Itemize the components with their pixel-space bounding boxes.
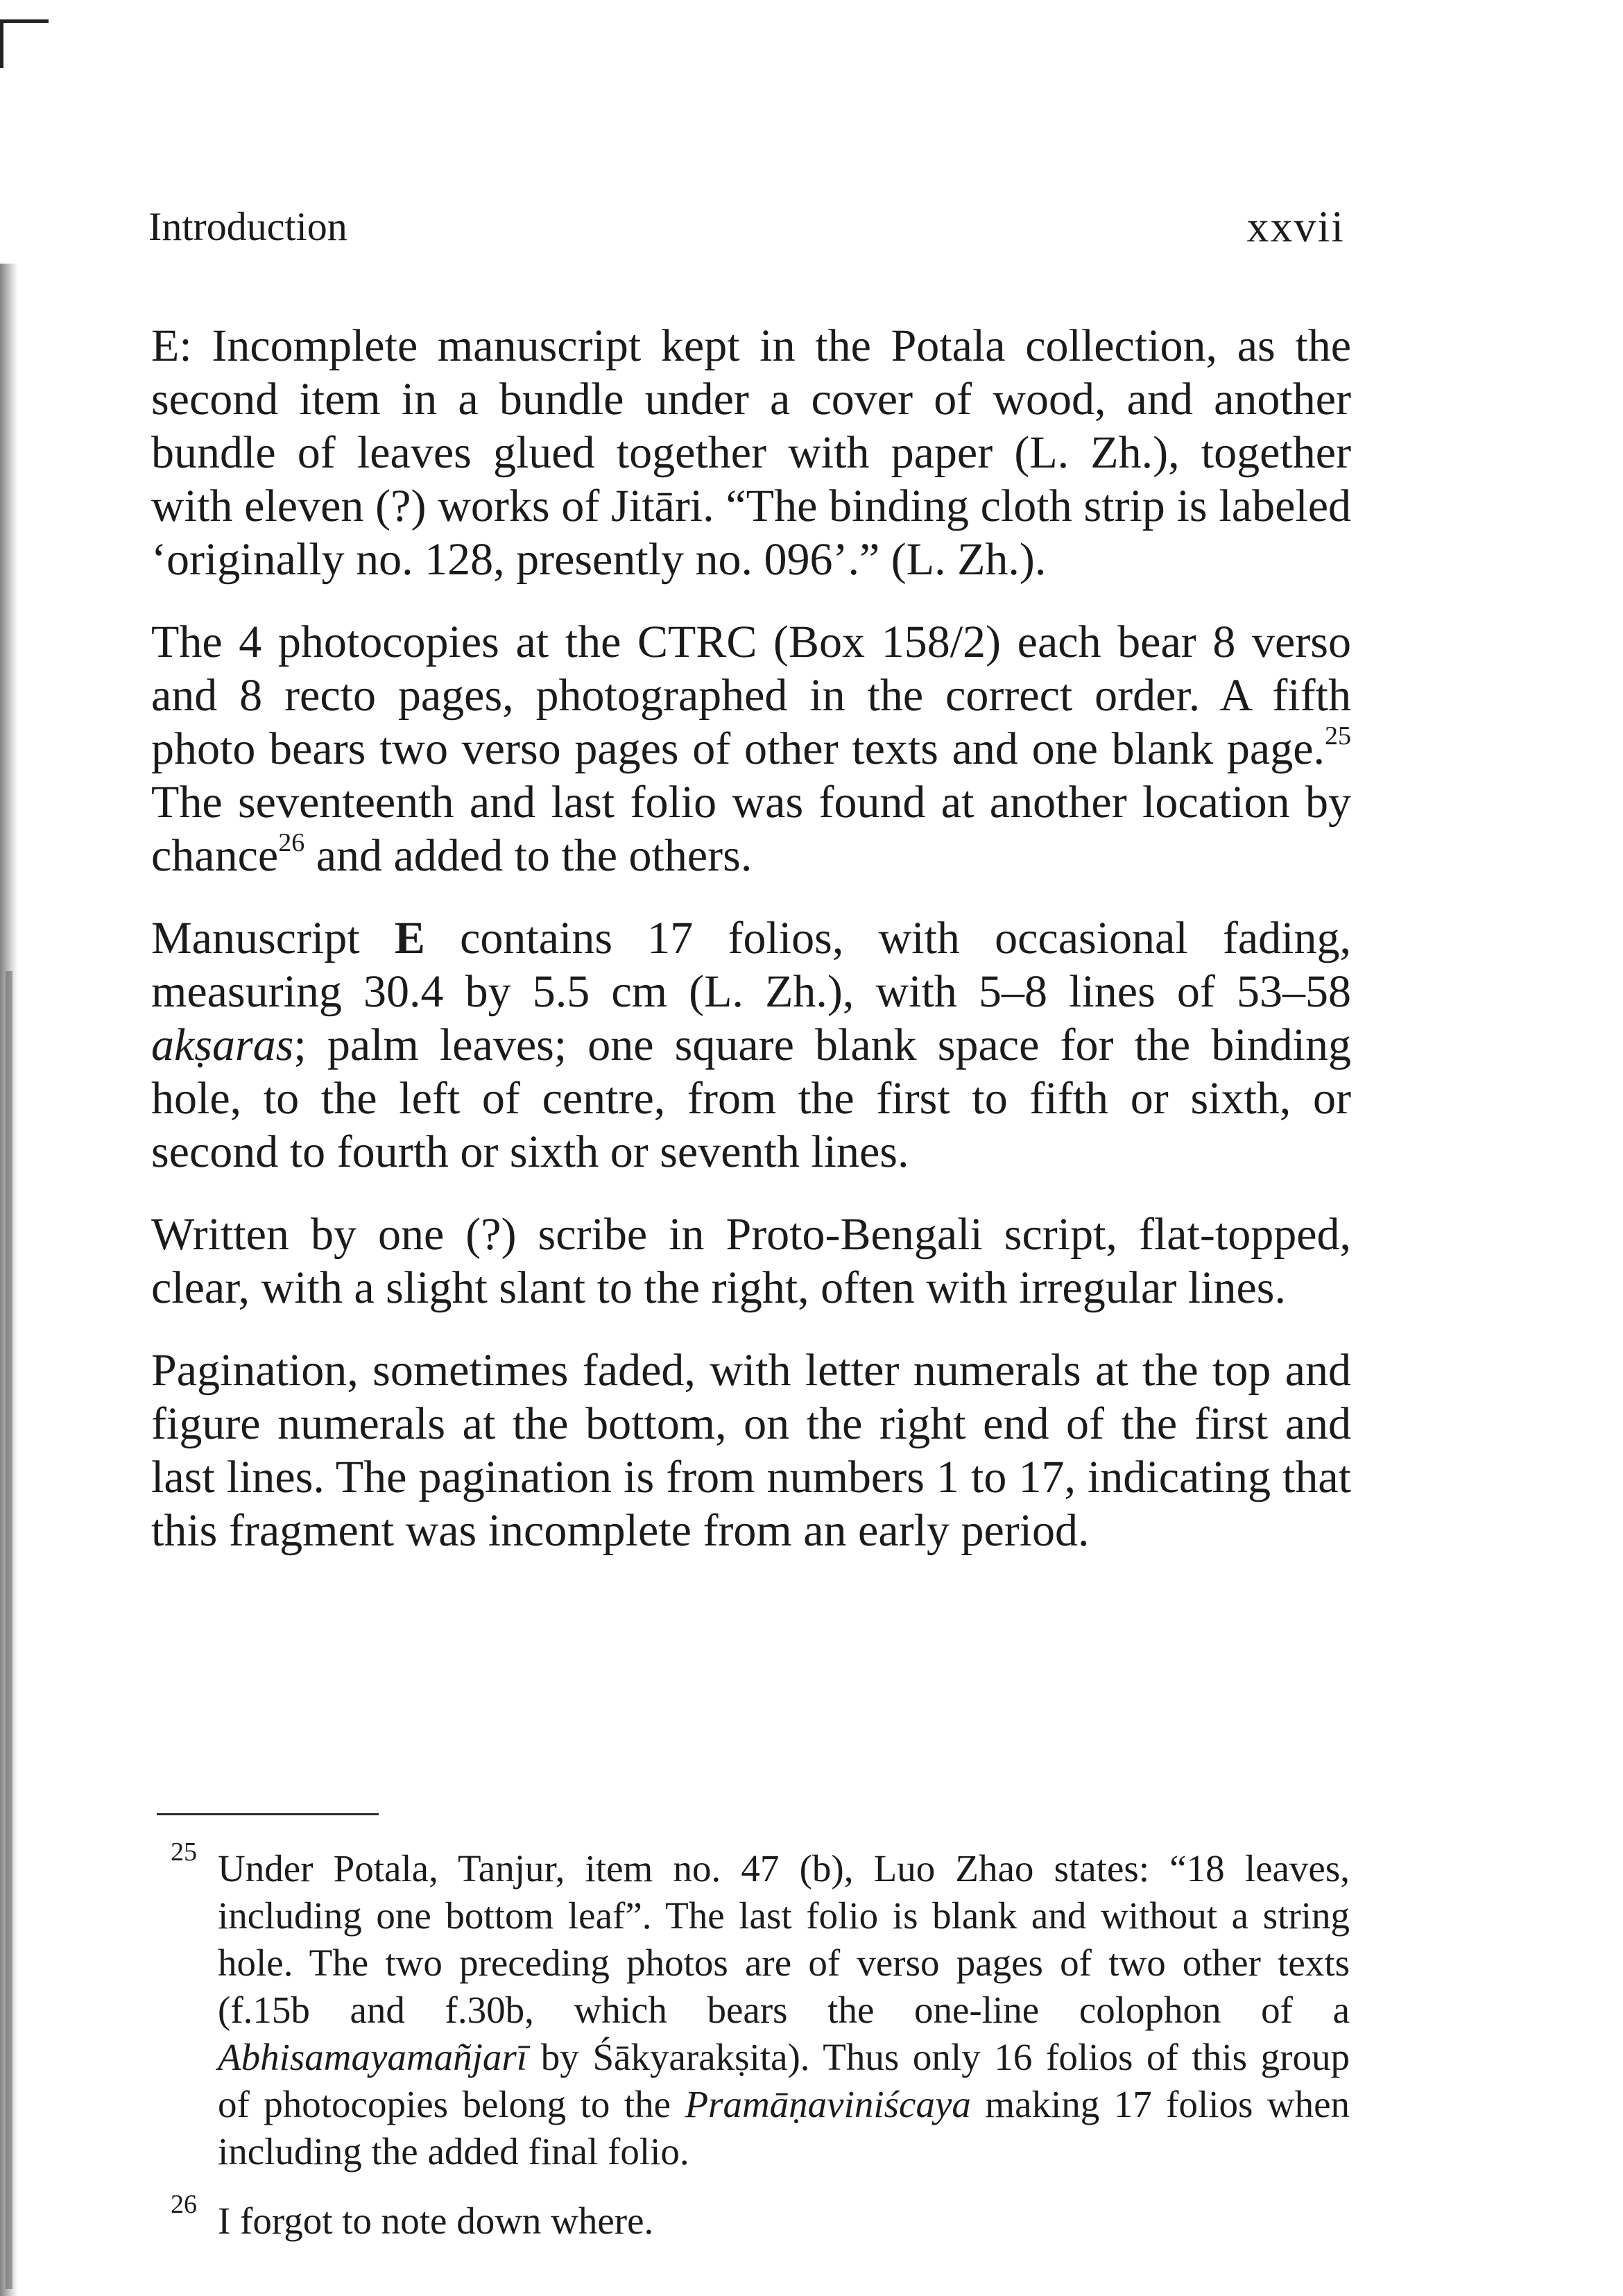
paragraph-text: The seventeenth and last folio was found at another location by chance xyxy=(151,777,1351,881)
paragraph-text: : Incomplete manuscript kept in the Potala collection, as the second item in a bundle under a cover of wood, and another bundle of leaves glued together with paper (L. Zh.), together with eleven (?) works of Jitāri. “The binding cloth strip is labeled ‘originally no. 128, presently no. 096’.” (L. Zh.). xyxy=(151,320,1351,585)
footnote-text: I forgot to note down where. xyxy=(218,2200,654,2242)
paragraph-script xyxy=(151,1208,1351,1314)
italic-title: Abhisamayamañjarī xyxy=(218,2036,528,2078)
footnote-text: Under Potala, Tanjur, item no. 47 (b), Luo Zhao states: “18 leaves, including one bottom leaf”. The last folio is blank and without a string hole. The two preceding photos are of verso pages of two other texts (f.15b and f.30b, which bears the one-line colophon of a xyxy=(218,1847,1350,2031)
paragraph-text: contains 17 folios, with occasional fading, measuring 30.4 by 5.5 cm (L. Zh.), with 5–8 lines of 53–58 xyxy=(151,913,1352,1017)
paragraph-text: ; palm leaves; one square blank space for the binding hole, to the left of centre, from the first to fifth or sixth, or second to fourth or sixth or seventh lines. xyxy=(151,1020,1351,1177)
footnote-number: 25 xyxy=(171,1837,197,1867)
footnote-25 xyxy=(157,1837,1350,2175)
footnote-number: 26 xyxy=(171,2190,197,2219)
paragraph-photocopies xyxy=(151,615,1351,882)
footnotes xyxy=(157,1837,1350,2267)
page-number: xxvii xyxy=(1246,202,1345,251)
paragraph-text: The 4 photocopies at the CTRC (Box 158/2) each bear 8 verso and 8 recto pages, photographed in the correct order. A fifth photo bears two verso pages of other texts and one blank page. xyxy=(151,617,1351,774)
footnote-text: by Śākyarakṣita). Thus only 16 folios of this group of photocopies belong to the xyxy=(218,2036,1350,2125)
running-head xyxy=(148,203,1345,251)
siglum: E xyxy=(151,320,180,371)
paragraph-text: Written by one (?) scribe in Proto-Bengali script, flat-topped, clear, with a slight slant to the right, often with irregular lines. xyxy=(151,1209,1351,1313)
paragraph-physical-description xyxy=(151,911,1351,1179)
main-text xyxy=(151,319,1351,1586)
paragraph-text: Manuscript xyxy=(151,913,395,963)
paragraph-manuscript-e-description xyxy=(151,319,1351,586)
italic-term: akṣaras xyxy=(151,1020,294,1070)
paragraph-text: and added to the others. xyxy=(304,830,753,881)
footnote-reference-25[interactable]: 25 xyxy=(1325,721,1351,751)
footnote-reference-26[interactable]: 26 xyxy=(278,828,305,857)
footnote-text: making 17 folios when including the added final folio. xyxy=(218,2083,1350,2173)
scan-corner-mark-vertical xyxy=(0,19,3,68)
binding-shadow-inner xyxy=(6,971,12,2289)
paragraph-pagination xyxy=(151,1344,1351,1557)
running-head-title: Introduction xyxy=(148,204,347,249)
paragraph-text: Pagination, sometimes faded, with letter numerals at the top and figure numerals at the bottom, on the right end of the first and last lines. The pagination is from numbers 1 to 17, indicating that this fragment was incomplete from an early period. xyxy=(151,1345,1351,1556)
footnote-26 xyxy=(157,2190,1350,2245)
scan-corner-mark xyxy=(0,19,49,23)
italic-title: Pramāṇaviniścaya xyxy=(685,2083,971,2125)
siglum-bold: E xyxy=(394,913,425,963)
footnote-separator xyxy=(157,1813,379,1815)
